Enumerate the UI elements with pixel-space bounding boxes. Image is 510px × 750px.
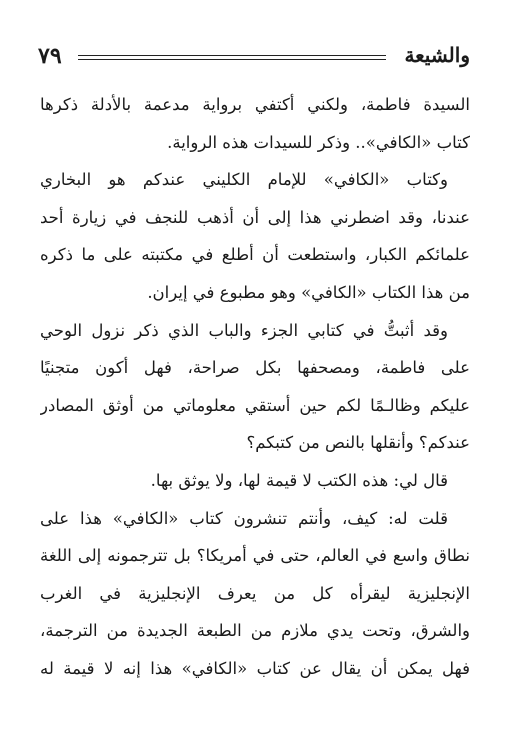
page-number: ٧٩ [38,43,62,69]
text-line: علمائكم الكبار، واستطعت أن أطلع في مكتبته على ما ذكره [40,245,470,265]
text-line: نطاق واسع في العالم، حتى في أمريكا؟ بل تترجمونه إلى اللغة [40,546,470,566]
text-line: كتاب «الكافي».. وذكر للسيدات هذه الرواية. [167,132,470,152]
text-line: عندنا، وقد اضطرني هذا إلى أن أذهب للنجف في زيارة أحد [40,207,470,227]
text-line: والشرق، وتحت يدي ملازم من الطبعة الجديدة من الترجمة، [40,621,470,641]
text-line: وقد أثبتُّ في كتابي الجزء والباب الذي ذكر نزول الوحي [40,320,448,340]
text-line: الإنجليزية ليقرأه كل من يعرف الإنجليزية في الغرب [40,583,470,603]
text-line: عليكم وظالـمًا لكم حين أستقي معلوماتي من أوثق المصادر [40,395,470,415]
header-rule [78,59,386,60]
text-line: قلت له: كيف، وأنتم تنشرون كتاب «الكافي» هذا على [40,508,448,528]
page-header [38,38,470,74]
running-title: والشيعة [404,43,470,67]
text-line: السيدة فاطمة، ولكني أكتفي برواية مدعمة بالأدلة ذكرها [40,95,470,114]
text-line: قال لي: هذه الكتب لا قيمة لها، ولا يوثق بها. [150,470,448,490]
text-line: فهل يمكن أن يقال عن كتاب «الكافي» هذا إنه لا قيمة له [40,658,470,678]
body-text [40,86,470,688]
text-line: من هذا الكتاب «الكافي» وهو مطبوع في إيران. [147,282,470,302]
text-line: وكتاب «الكافي» للإمام الكليني عندكم هو البخاري [40,170,448,190]
text-line: على فاطمة، ومصحفها بكل صراحة، فهل أكون متجنيًا [40,358,470,378]
text-line: عندكم؟ وأنقلها بالنص من كتبكم؟ [246,433,470,453]
header-rule [78,55,386,56]
